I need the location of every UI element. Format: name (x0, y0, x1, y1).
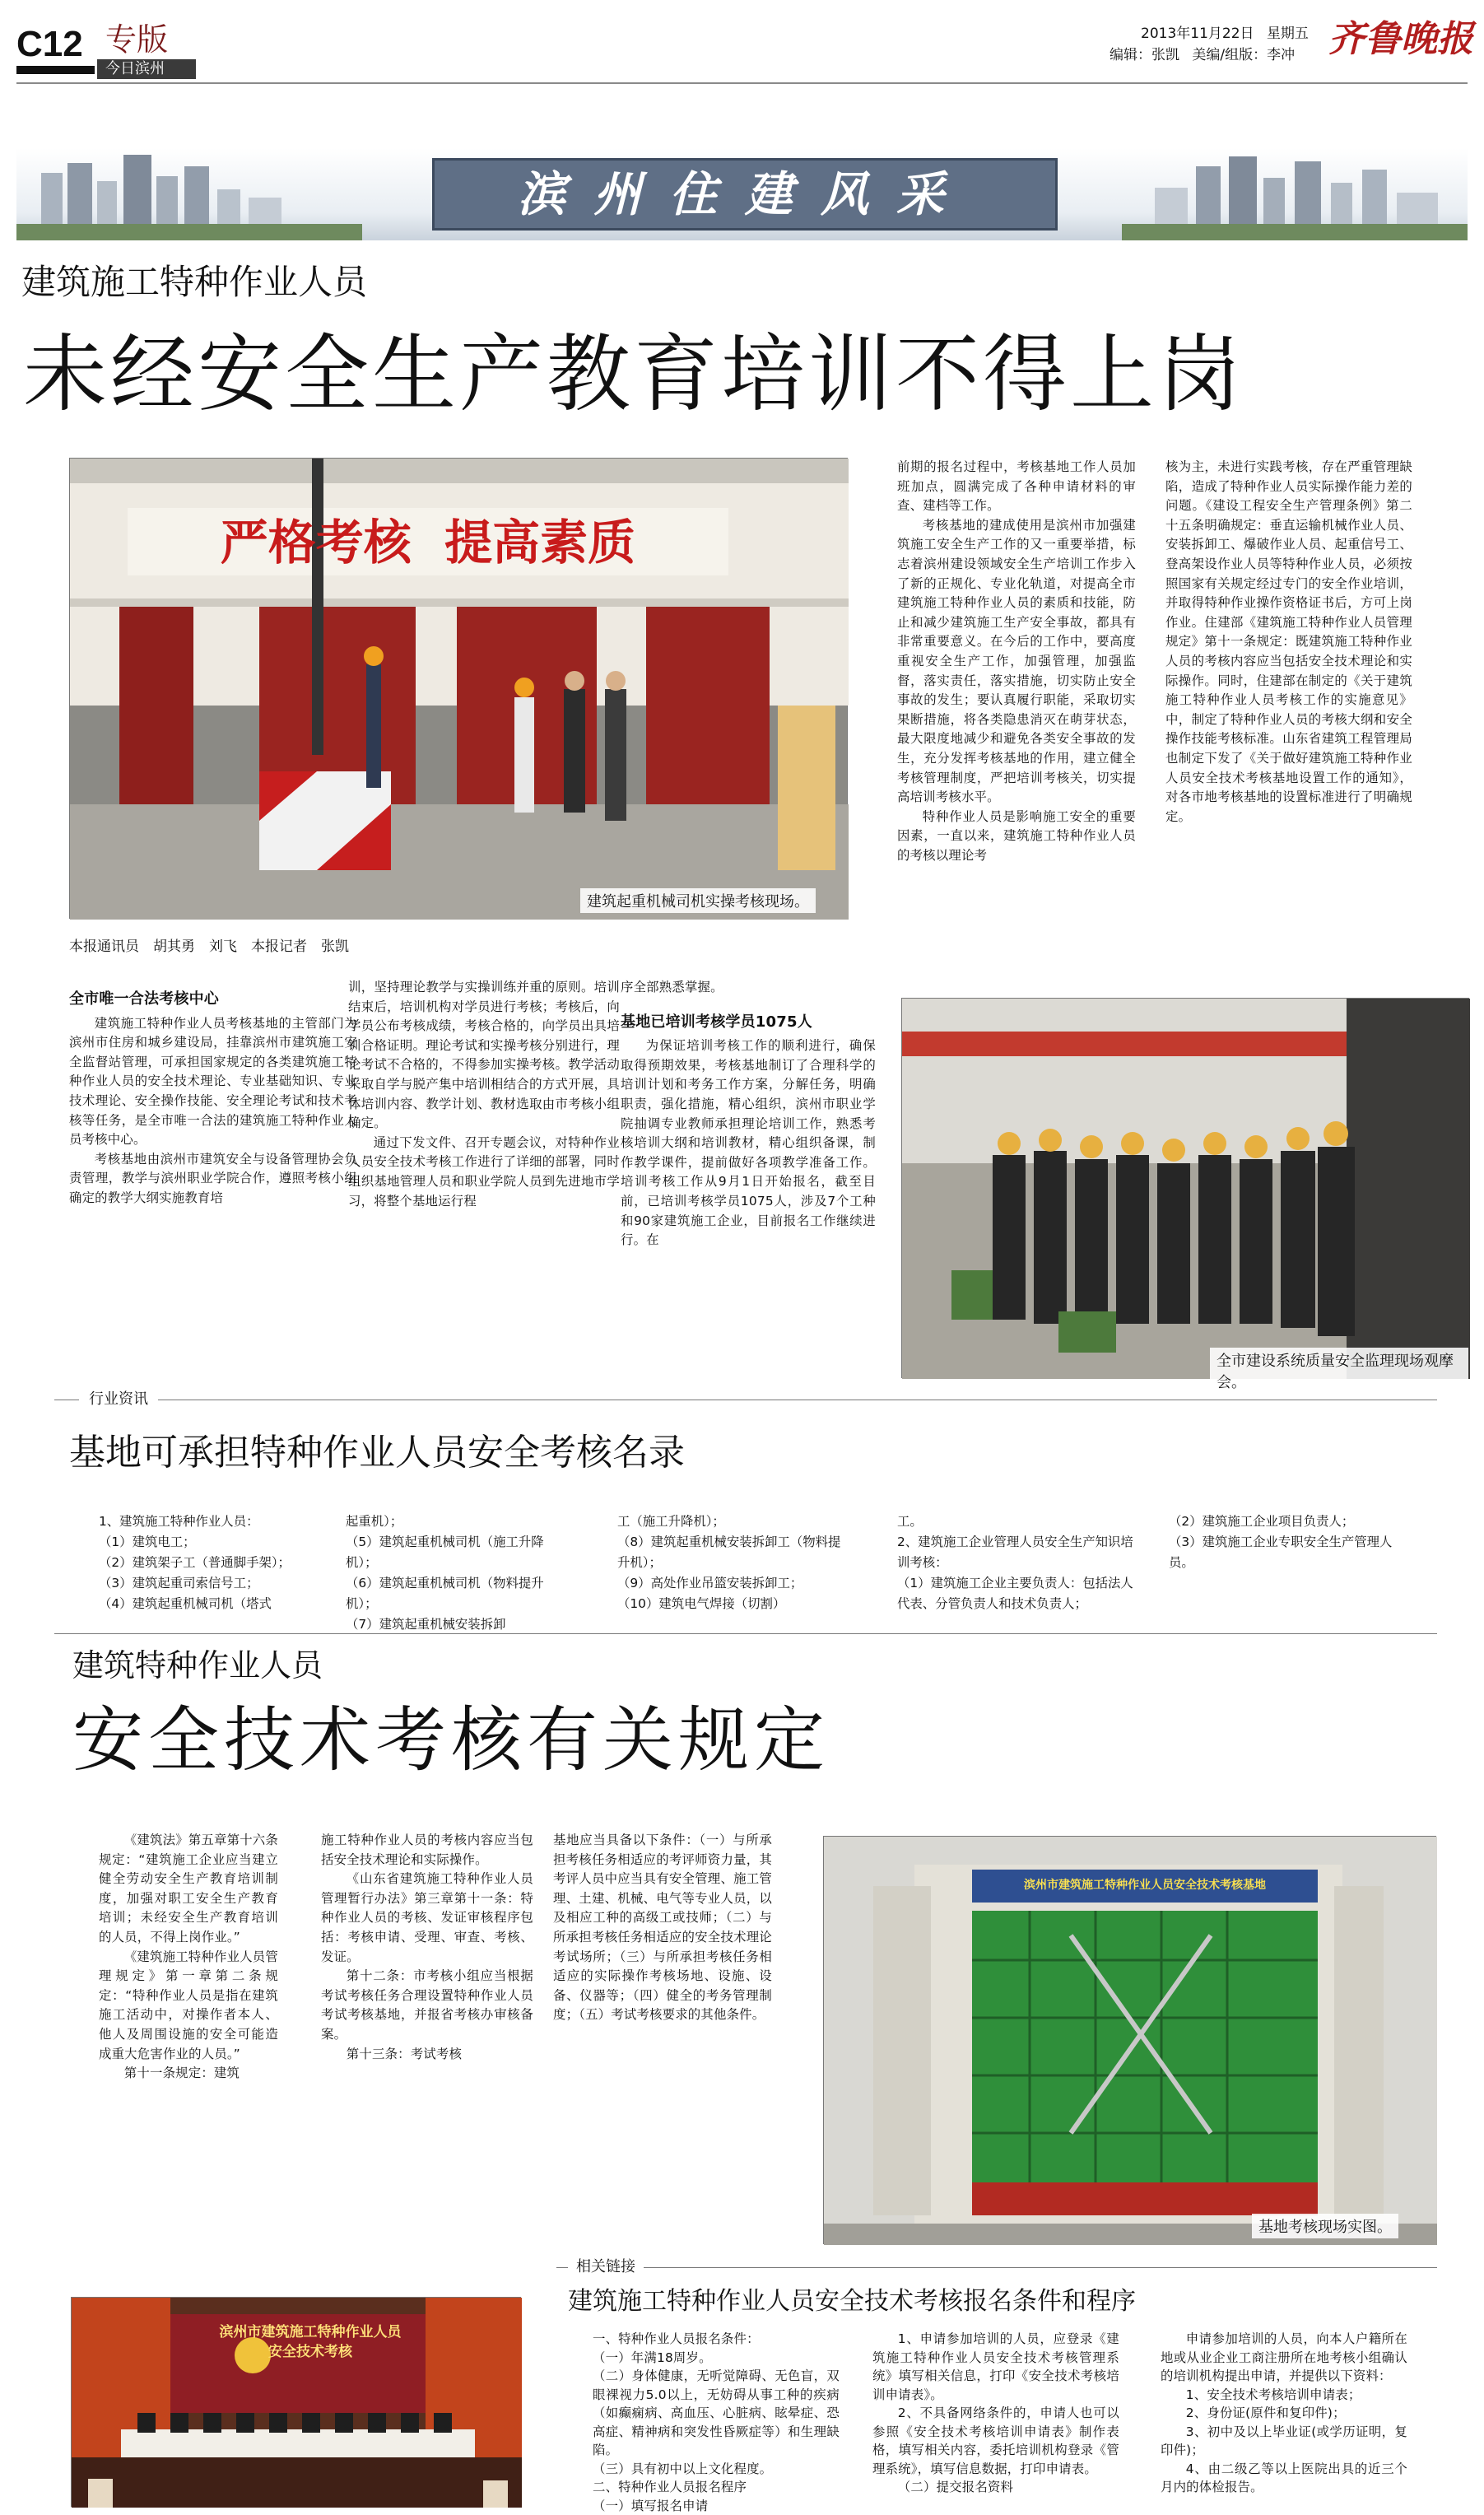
ceremony-backdrop-line2: 安全技术考核 (212, 2342, 409, 2362)
directory-column-4 (897, 1511, 1136, 1614)
paragraph: 特种作业人员是影响施工安全的重要因素，一直以来，建筑施工特种作业人员的考核以理论考 (897, 808, 1136, 866)
meeting-crowd-illustration (902, 999, 1470, 1379)
directory-column-5 (1169, 1511, 1416, 1573)
paragraph: 1、安全技术考核培训申请表； (1161, 2386, 1407, 2405)
ceremony-backdrop-line1: 滨州市建筑施工特种作业人员 (212, 2322, 409, 2342)
masthead-rule (16, 82, 1468, 84)
date-text: 2013年11月22日 (1141, 26, 1254, 42)
paragraph: 一、特种作业人员报名条件： (593, 2330, 840, 2349)
article1-column-5 (1165, 458, 1412, 827)
paragraph: 《山东省建筑施工特种作业人员管理暂行办法》第三章第十一条：特种作业人员的考核、发证审核程序包括：考核申请、受理、审查、考核、发证。 (321, 1870, 533, 1967)
photo2-caption: 全市建设系统质量安全监理现场观摩会。 (1210, 1348, 1468, 1394)
skyline-right-illustration (1122, 148, 1468, 240)
photo1-caption: 建筑起重机械司机实操考核现场。 (580, 888, 816, 913)
paragraph: 前期的报名过程中，考核基地工作人员加班加点，圆满完成了各种申请材料的审查、建档等工作。 (897, 458, 1136, 516)
links-tag: 相关链接 (568, 2257, 644, 2277)
paragraph: 建筑施工特种作业人员考核基地的主管部门为滨州市住房和城乡建设局，挂靠滨州市建筑施工安全监督站管理，可承担国家规定的各类建筑施工特种作业人员的安全技术理论、专业基础知识、专业技术理论、安全操作技能、安全理论考试和技术考核等任务，是全市唯一合法的建筑施工特种作业人员考核中心。 (69, 1014, 357, 1150)
directory-column-2 (346, 1511, 568, 1635)
directory-item: （3）建筑施工企业专职安全生产管理人员。 (1169, 1532, 1416, 1573)
paragraph: 2、身份证(原件和复印件)； (1161, 2404, 1407, 2423)
page-number-bar (16, 66, 95, 74)
paragraph: 考核基地由滨州市建筑安全与设备管理协会负责管理，教学与滨州职业学院合作，遵照考核小组确定的教学大纲实施教育培 (69, 1150, 357, 1209)
base-building-illustration (824, 1837, 1437, 2245)
photo-exam-base-building (823, 1836, 1436, 2244)
directory-tag: 行业资讯 (79, 1390, 158, 1409)
subsection-label (97, 59, 196, 79)
paragraph: 第十二条：市考核小组应当根据考试考核任务合理设置特种作业人员考试考核基地，并报省考核办审核备案。 (321, 1967, 533, 2044)
base-building-sign: 滨州市建筑施工特种作业人员安全技术考核基地 (972, 1876, 1318, 1894)
directory-item: 工。 (897, 1511, 1136, 1532)
article1-headline: 未经安全生产教育培训不得上岗 (23, 323, 1244, 428)
directory-item: （2）建筑施工企业项目负责人； (1169, 1511, 1416, 1532)
skyline-left-illustration (16, 148, 362, 240)
paragraph: 训，坚持理论教学与实操训练并重的原则。培训结束后，培训机构对学员进行考核；考核后，向学员公布考核成绩，考核合格的，向学员出具培训合格证明。理论考试和实操考核分别进行，理论考试不合格的，不得参加实操考核。教学活动采取自学与脱产集中培训相结合的方式开展，具体培训内容、教学计划、教材选取由市考核小组确定。 (348, 978, 620, 1134)
paragraph: 核为主，未进行实践考核，存在严重管理缺陷，造成了特种作业人员实际操作能力差的问题。《建设工程安全生产管理条例》第二十五条明确规定：垂直运输机械作业人员、安装拆卸工、爆破作业人员、起重信号工、登高架设作业人员等特种作业人员，必须按照国家有关规定经过专门的安全作业培训，并取得特种作业操作资格证书后，方可上岗作业。住建部《建筑施工特种作业人员管理规定》第十一条规定：既建筑施工特种作业人员的考核内容应当包括安全技术理论和实际操作。同时，住建部在制定的《关于建筑施工特种作业人员考核工作的实施意见》中，制定了特种作业人员的考核大纲和安全操作技能考核标准。山东省建筑工程管理局也制定下发了《关于做好建筑施工特种作业人员安全技术考核基地设置工作的通知》，对各市地考核基地的设置标准进行了明确规定。 (1165, 458, 1412, 827)
photo3-caption: 基地考核现场实图。 (1252, 2214, 1398, 2238)
directory-item: 起重机）； (346, 1511, 568, 1532)
directory-item: （1）建筑施工企业主要负责人：包括法人代表、分管负责人和技术负责人； (897, 1573, 1136, 1614)
article1-column-3 (621, 978, 876, 1251)
paragraph: 施工特种作业人员的考核内容应当包括安全技术理论和实际操作。 (321, 1831, 533, 1870)
directory-item: （5）建筑起重机械司机（施工升降机）； (346, 1532, 568, 1573)
paragraph: 序全部熟悉掌握。 (621, 978, 876, 998)
article1-column-2 (348, 978, 620, 1211)
directory-item: （7）建筑起重机械安装拆卸 (346, 1614, 568, 1635)
paragraph: 通过下发文件、召开专题会议，对特种作业人员安全技术考核工作进行了详细的部署，同时组织基地管理人员和职业学院人员到先进地市学习，将整个基地运行程 (348, 1134, 620, 1211)
paragraph: （一）年满18周岁。 (593, 2349, 840, 2368)
article1-byline: 本报通讯员 胡其勇 刘飞 本报记者 张凯 (69, 937, 349, 957)
article2-kicker: 建筑特种作业人员 (72, 1646, 323, 1684)
issue-date (1141, 25, 1309, 43)
links-top-rule (556, 2267, 1437, 2268)
article1-kicker: 建筑施工特种作业人员 (21, 262, 367, 303)
directory-title: 基地可承担特种作业人员安全考核名录 (69, 1431, 685, 1475)
paragraph: （二）身体健康，无听觉障碍、无色盲，双眼裸视力5.0以上，无妨碍从事工种的疾病（如癫痫病、高血压、心脏病、眩晕症、恐高症、精神病和突发性昏厥症等）和生理缺陷。 (593, 2367, 840, 2460)
links-column-2 (872, 2330, 1119, 2497)
paragraph: （三）具有初中以上文化程度。 (593, 2460, 840, 2479)
directory-item: （2）建筑架子工（普通脚手架）； (99, 1553, 321, 1573)
article2-column-1 (99, 1831, 278, 2084)
paragraph: 4、由二级乙等以上医院出具的近三个月内的体检报告。 (1161, 2460, 1407, 2497)
designer-text: 美编/组版：李冲 (1192, 47, 1295, 63)
paragraph: 《建筑法》第五章第十六条规定：“建筑施工企业应当建立健全劳动安全生产教育培训制度，加强对职工安全生产教育培训；未经安全生产教育培训的人员，不得上岗作业。” (99, 1831, 278, 1948)
paragraph: 第十三条：考试考核 (321, 2045, 533, 2065)
masthead (0, 0, 1484, 82)
directory-item: （9）高处作业吊篮安装拆卸工； (617, 1573, 848, 1594)
paragraph: 申请参加培训的人员，向本人户籍所在地或从业企业工商注册所在地考核小组确认的培训机构提出申请，并提供以下资料： (1161, 2330, 1407, 2386)
directory-item: （10）建筑电气焊接（切割） (617, 1594, 848, 1614)
page-number: C12 (16, 25, 83, 64)
banner-title: 滨州住建风采 (432, 163, 1058, 226)
photo-exam-launch-ceremony (71, 2297, 521, 2507)
directory-item: （4）建筑起重机械司机（塔式 (99, 1594, 321, 1614)
directory-item: 工（施工升降机）； (617, 1511, 848, 1532)
paragraph: （二）提交报名资料 (872, 2478, 1119, 2497)
directory-column-3 (617, 1511, 848, 1614)
newspaper-logo: 齐鲁晚报 (1328, 16, 1473, 63)
directory-item: （1）建筑电工； (99, 1532, 321, 1553)
links-column-3 (1161, 2330, 1407, 2497)
paragraph: （一）填写报名申请 (593, 2497, 840, 2515)
photo-crane-operator-exam (69, 458, 848, 919)
article1-column-4 (897, 458, 1136, 865)
directory-item: （3）建筑起重司索信号工； (99, 1573, 321, 1594)
paragraph: 3、初中及以上毕业证(或学历证明，复印件)； (1161, 2423, 1407, 2460)
directory-item: （8）建筑起重机械安装拆卸工（物料提升机）； (617, 1532, 848, 1573)
editor-text: 编辑：张凯 (1110, 47, 1179, 63)
paragraph: 二、特种作业人员报名程序 (593, 2478, 840, 2497)
paragraph: 《建筑施工特种作业人员管理规定》第一章第二条规定：“特种作业人员是指在建筑施工活动中，对操作者本人、他人及周围设施的安全可能造成重大危害作业的人员。” (99, 1948, 278, 2065)
subhead-legal-center: 全市唯一合法考核中心 (69, 990, 357, 1009)
directory-item: 1、建筑施工特种作业人员： (99, 1511, 321, 1532)
paragraph: 第十一条规定：建筑 (99, 2064, 278, 2084)
column-banner (16, 148, 1468, 240)
article1-column-1 (69, 986, 357, 1209)
directory-column-1 (99, 1511, 321, 1614)
directory-item: （6）建筑起重机械司机（物料提升机）； (346, 1573, 568, 1614)
directory-item: 2、建筑施工企业管理人员安全生产知识培训考核： (897, 1532, 1136, 1573)
paragraph: 1、申请参加培训的人员，应登录《建筑施工特种作业人员安全技术考核管理系统》填写相关信息，打印《安全技术考核培训申请表》。 (872, 2330, 1119, 2404)
directory-bottom-rule (54, 1633, 1437, 1634)
ceremony-backdrop-text (212, 2322, 409, 2362)
paragraph: 2、不具备网络条件的，申请人也可以参照《安全技术考核培训申请表》制作表格，填写相关内容，委托培训机构登录《管理系统》，填写信息数据，打印申请表。 (872, 2404, 1119, 2478)
subhead-trained-1075: 基地已培训考核学员1075人 (621, 1013, 876, 1032)
weekday-text: 星期五 (1267, 26, 1309, 42)
paragraph: 为保证培训考核工作的顺利进行，确保取得预期效果，考核基地制订了合理科学的培训计划和考务工作方案，分解任务，明确职责，强化措施，精心组织，滨州市职业学院抽调专业教师承担理论培训工作，熟悉考核培训大纲和培训教材，精心组织备课，制作教学课件，提前做好各项教学准备工作。培训考核工作从9月1日开始报名，截至目前，已培训考核学员1075人，涉及7个工种和90家建筑施工企业，目前报名工作继续进行。在 (621, 1036, 876, 1251)
links-title: 建筑施工特种作业人员安全技术考核报名条件和程序 (568, 2285, 1136, 2318)
exam-banner-slogan: 严格考核 提高素质 (128, 510, 728, 575)
article2-headline: 安全技术考核有关规定 (72, 1698, 830, 1783)
photo-observation-meeting (901, 998, 1469, 1378)
subsection-text: 今日滨州 (105, 60, 165, 77)
paragraph: 基地应当具备以下条件：（一）与所承担考核任务相适应的考评师资力量，其考评人员中应当具有安全管理、施工管理、土建、机械、电气等专业人员，以及相应工种的高级工或技师；（二）与所承担考核任务相适应的安全技术理论考试场所；（三）与所承担考核任务相适应的实际操作考核场地、设施、设备、仪器等；（四）健全的考务管理制度；（五）考试考核要求的其他条件。 (553, 1831, 772, 2025)
article2-column-2 (321, 1831, 533, 2064)
section-label: 专版 (105, 21, 168, 58)
links-column-1 (593, 2330, 840, 2515)
article2-column-3 (553, 1831, 772, 2025)
editor-credits (1110, 46, 1295, 64)
paragraph: 考核基地的建成使用是滨州市加强建筑施工安全生产工作的又一重要举措，标志着滨州建设领域安全生产培训工作步入了新的正规化、专业化轨道，对提高全市建筑施工特种作业人员的素质和技能，防止和减少建筑施工生产安全事故，都具有非常重要意义。在今后的工作中，要高度重视安全生产工作，加强管理，加强监督，落实责任，落实措施，切实防止安全事故的发生；要认真履行职能，采取切实果断措施，将各类隐患消灭在萌芽状态，最大限度地减少和避免各类安全事故的发生，充分发挥考核基地的作用，建立健全考核管理制度，严把培训考核关，切实提高培训考核水平。 (897, 516, 1136, 808)
